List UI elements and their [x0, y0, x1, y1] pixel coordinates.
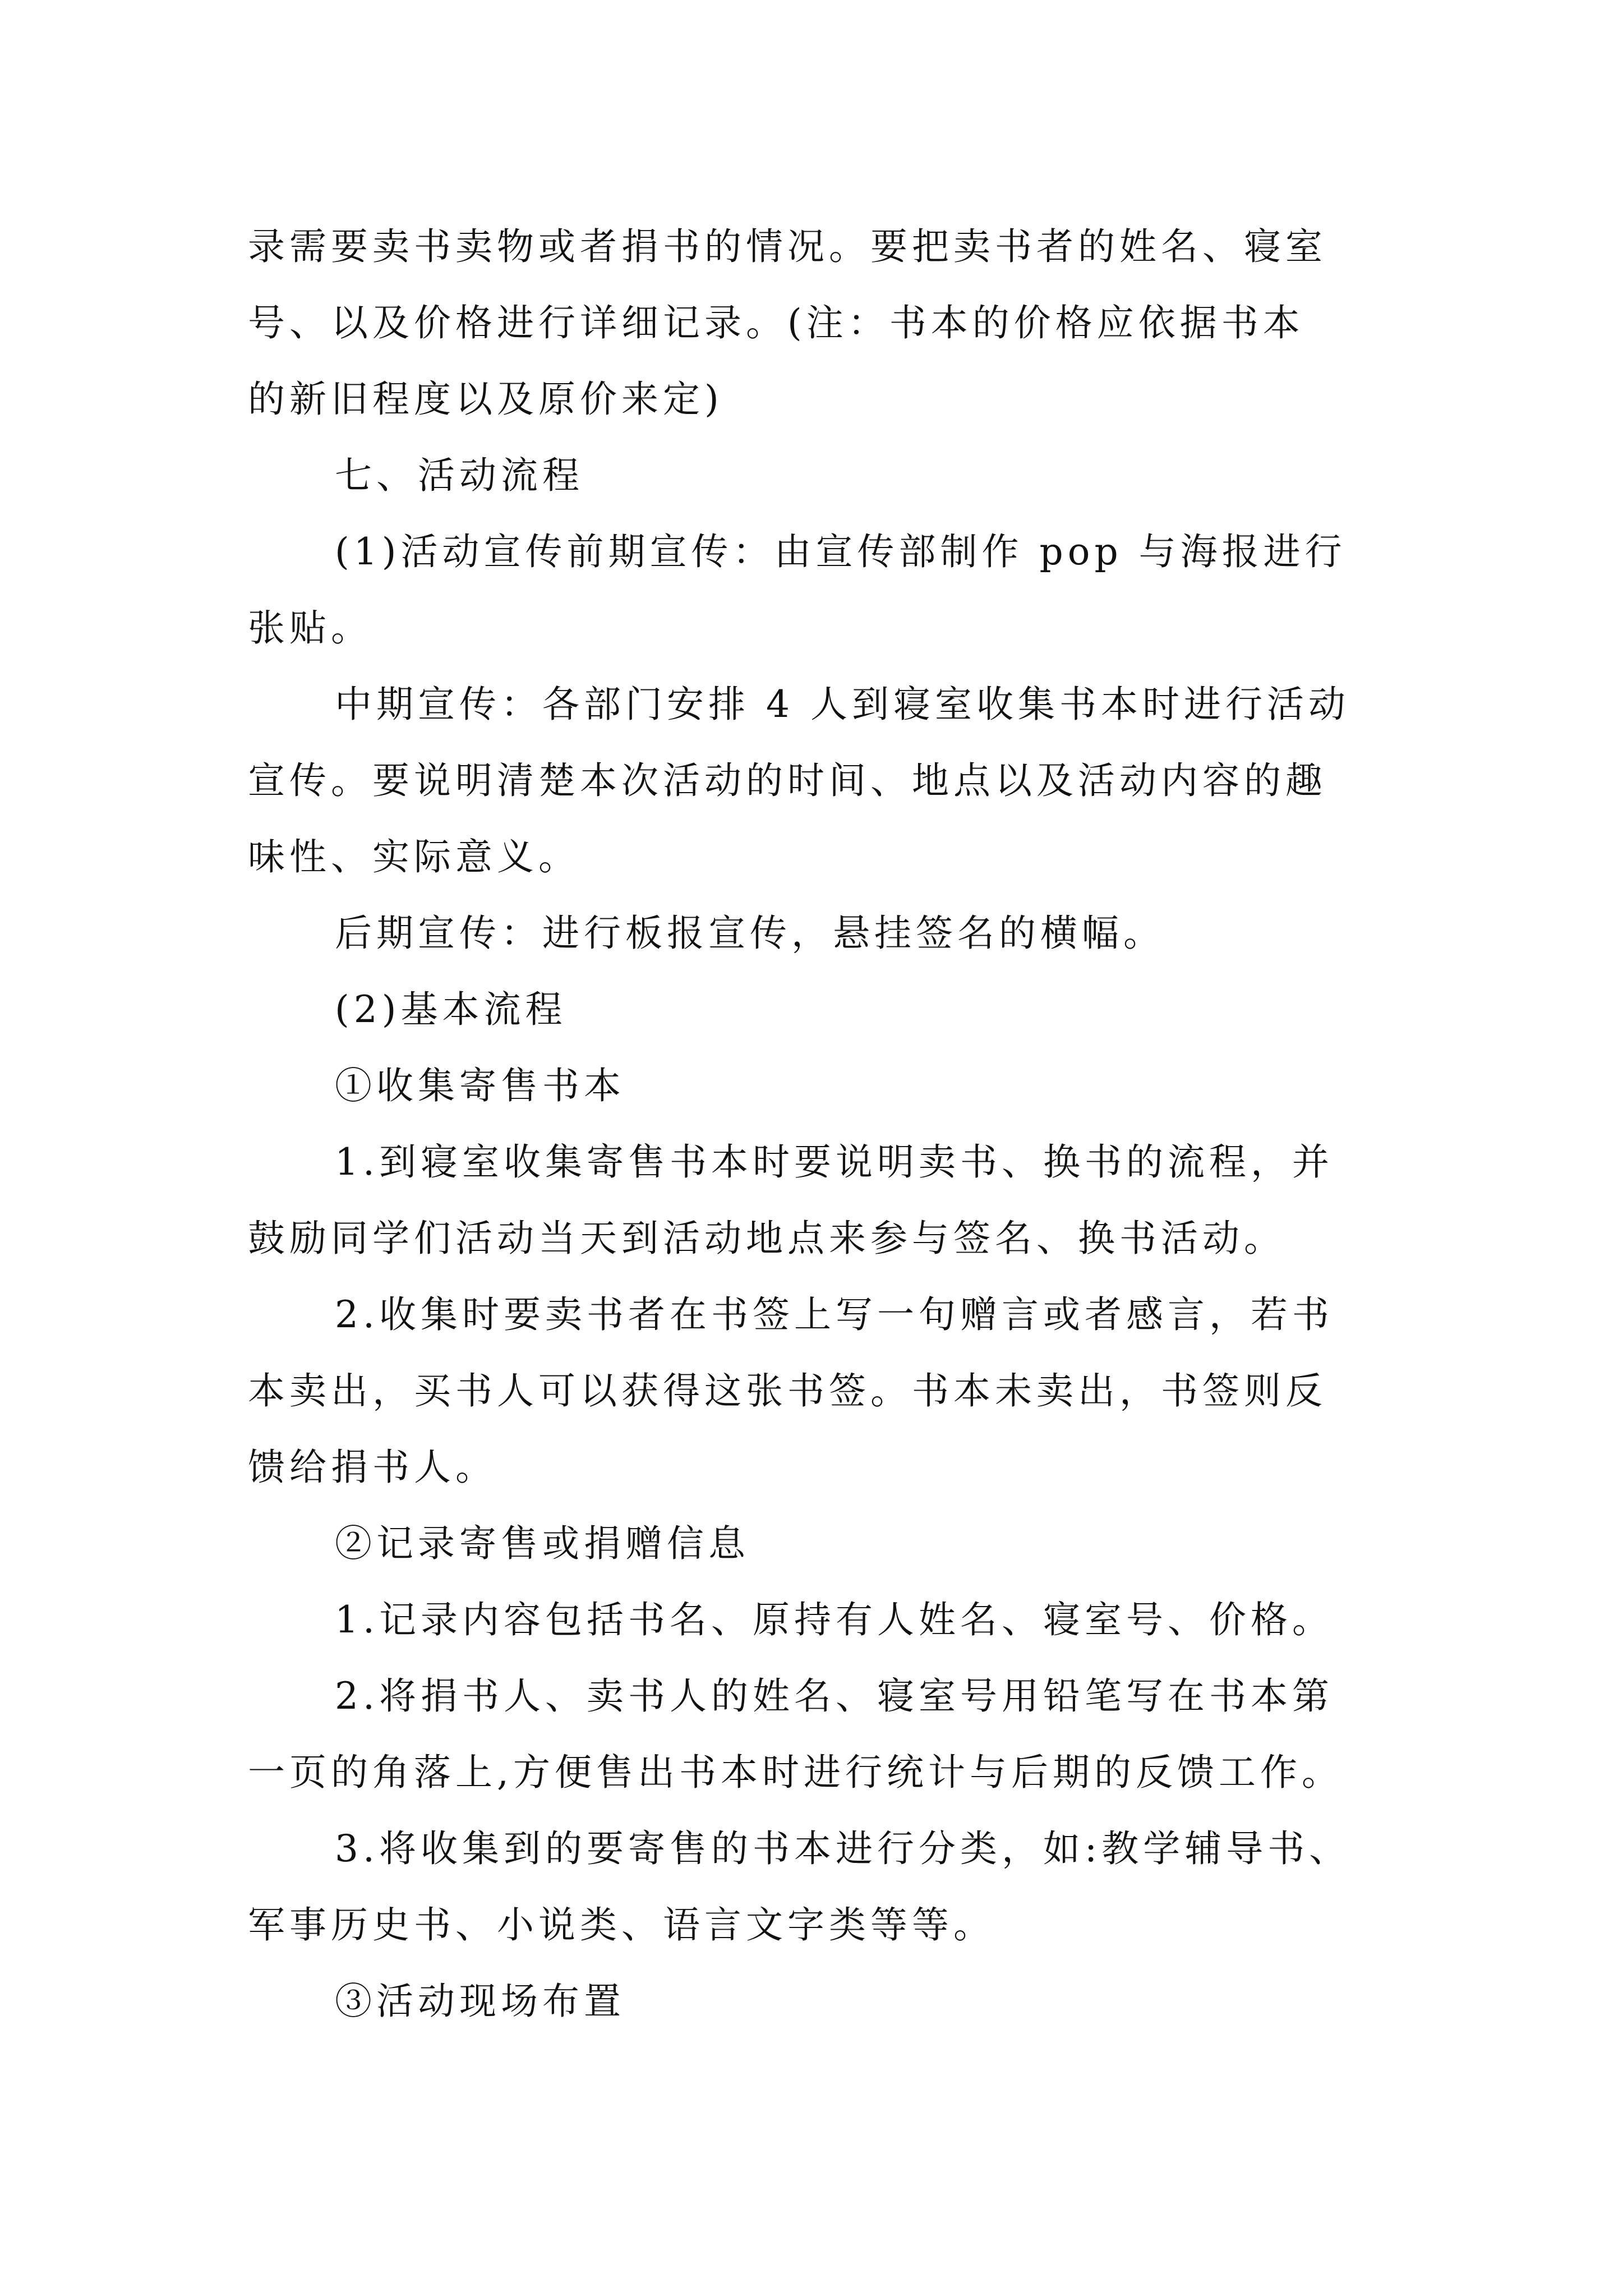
- text-line: (1)活动宣传前期宣传：由宣传部制作 pop 与海报进行: [335, 530, 1347, 573]
- text-line: 的新旧程度以及原价来定): [248, 378, 723, 421]
- text-line: 1.到寝室收集寄售书本时要说明卖书、换书的流程，并: [335, 1140, 1334, 1184]
- text-line: 一页的角落上,方便售出书本时进行统计与后期的反馈工作。: [248, 1751, 1343, 1794]
- subsection-heading: ②记录寄售或捐赠信息: [335, 1522, 750, 1565]
- text-line: 中期宣传：各部门安排 4 人到寝室收集书本时进行活动: [335, 683, 1350, 726]
- text-line: 军事历史书、小说类、语言文字类等等。: [248, 1903, 995, 1947]
- subsection-heading: ①收集寄售书本: [335, 1064, 625, 1107]
- text-line: 2.将捐书人、卖书人的姓名、寝室号用铅笔写在书本第: [335, 1674, 1334, 1718]
- text-line: 本卖出，买书人可以获得这张书签。书本未卖出，书签则反: [248, 1369, 1327, 1412]
- text-line: 鼓励同学们活动当天到活动地点来参与签名、换书活动。: [248, 1217, 1285, 1260]
- subsection-heading: (2)基本流程: [335, 988, 567, 1031]
- text-line: 号、以及价格进行详细记录。(注：书本的价格应依据书本: [248, 301, 1304, 344]
- section-heading: 七、活动流程: [335, 454, 584, 497]
- text-line: 1.记录内容包括书名、原持有人姓名、寝室号、价格。: [335, 1598, 1334, 1641]
- subsection-heading: ③活动现场布置: [335, 1980, 625, 2023]
- text-line: 味性、实际意义。: [248, 835, 580, 878]
- text-line: 录需要卖书卖物或者捐书的情况。要把卖书者的姓名、寝室: [248, 225, 1327, 268]
- text-line: 3.将收集到的要寄售的书本进行分类，如:教学辅导书、: [335, 1827, 1351, 1870]
- text-line: 后期宣传：进行板报宣传，悬挂签名的横幅。: [335, 912, 1165, 955]
- text-line: 宣传。要说明清楚本次活动的时间、地点以及活动内容的趣: [248, 759, 1327, 802]
- text-line: 馈给捐书人。: [248, 1446, 497, 1489]
- text-line: 2.收集时要卖书者在书签上写一句赠言或者感言，若书: [335, 1293, 1334, 1336]
- text-line: 张贴。: [248, 606, 372, 650]
